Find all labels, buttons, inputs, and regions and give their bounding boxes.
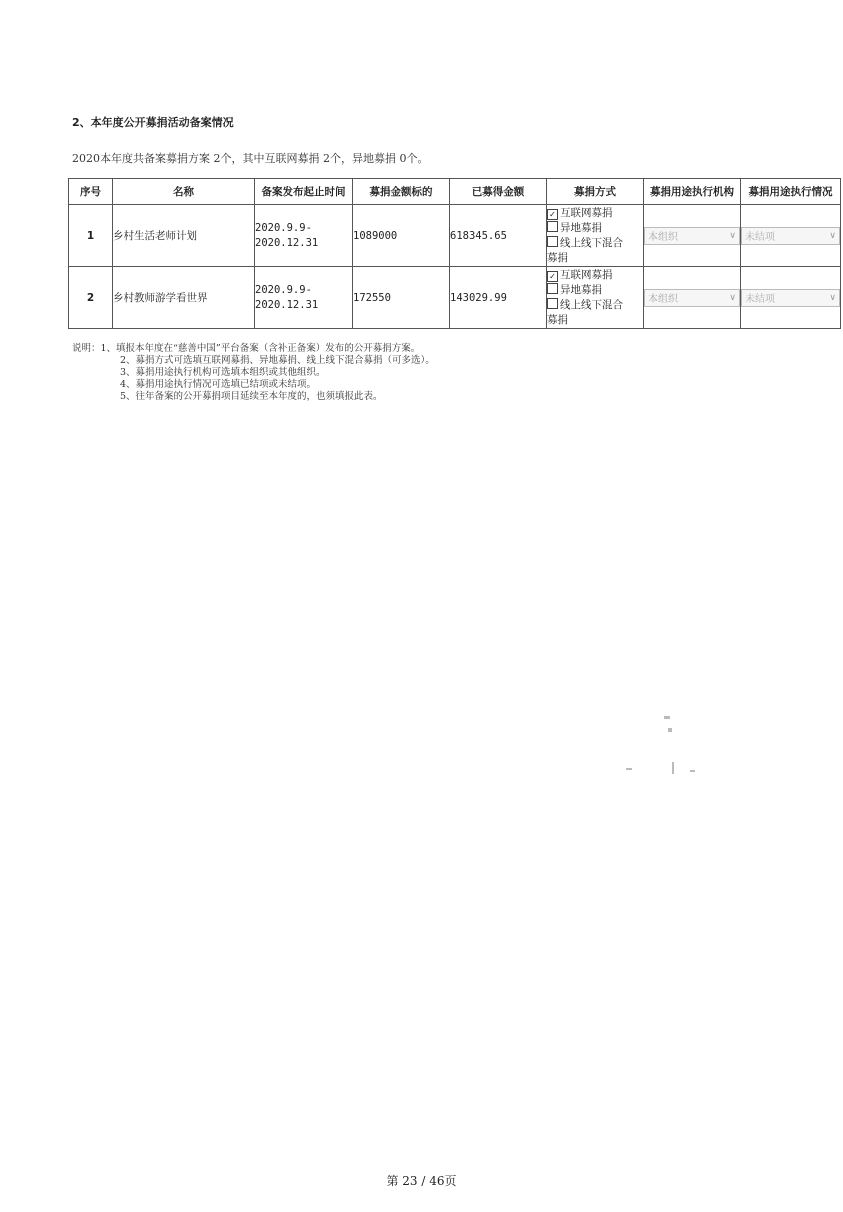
row-raised: 143029.99: [450, 267, 547, 329]
scan-speck: [690, 770, 695, 772]
chevron-down-icon: ∨: [829, 230, 836, 241]
checkbox-checked-icon[interactable]: ✓: [547, 209, 558, 220]
chevron-down-icon: ∨: [729, 230, 736, 241]
row-no: 2: [69, 267, 113, 329]
row-name: 乡村教师游学看世界: [113, 267, 255, 329]
row-target: 172550: [353, 267, 450, 329]
header-target: 募捐金额标的: [353, 179, 450, 205]
status-value: 未结项: [745, 232, 775, 243]
checkbox-icon[interactable]: [547, 298, 558, 309]
header-status: 募捐用途执行情况: [741, 179, 841, 205]
method-internet[interactable]: [547, 268, 643, 283]
header-method: 募捐方式: [547, 179, 644, 205]
scan-speck: [672, 762, 674, 774]
checkbox-icon[interactable]: [547, 236, 558, 247]
header-period: 备案发布起止时间: [255, 179, 353, 205]
header-no: 序号: [69, 179, 113, 205]
scan-speck: [626, 768, 632, 770]
executor-select[interactable]: [644, 227, 740, 245]
status-select[interactable]: [741, 227, 840, 245]
row-target: 1089000: [353, 205, 450, 267]
period-end: 2020.12.31: [255, 236, 319, 249]
scan-speck: [664, 716, 670, 719]
notes: [72, 343, 435, 403]
row-method: [547, 205, 644, 267]
chevron-down-icon: ∨: [829, 292, 836, 303]
note-line: 2、募捐方式可选填互联网募捐、异地募捐、线上线下混合募捐（可多选）。: [120, 355, 435, 366]
method-internet[interactable]: [547, 206, 643, 221]
header-raised: 已募得金额: [450, 179, 547, 205]
row-raised: 618345.65: [450, 205, 547, 267]
row-executor: [644, 205, 741, 267]
note-line: 3、募捐用途执行机构可选填本组织或其他组织。: [120, 367, 326, 378]
status-value: 未结项: [745, 294, 775, 305]
row-status: [741, 205, 841, 267]
method-mixed-label: 线上线下混合: [560, 298, 623, 311]
checkbox-checked-icon[interactable]: ✓: [547, 271, 558, 282]
method-remote-label: 异地募捐: [560, 221, 602, 234]
method-mixed[interactable]: [547, 298, 643, 313]
note-line: 5、往年备案的公开募捐项目延续至本年度的，也须填报此表。: [120, 391, 383, 402]
page-number: 第 23 / 46页: [386, 1174, 457, 1188]
period-start: 2020.9.9-: [255, 221, 312, 234]
method-mixed[interactable]: [547, 236, 643, 251]
table-header-row: [69, 179, 841, 205]
scan-speck: [668, 728, 672, 732]
row-executor: [644, 267, 741, 329]
table-row: [69, 267, 841, 329]
period-start: 2020.9.9-: [255, 283, 312, 296]
row-period: [255, 205, 353, 267]
checkbox-icon[interactable]: [547, 283, 558, 294]
section-title: 2、本年度公开募捐活动备案情况: [72, 116, 234, 129]
checkbox-icon[interactable]: [547, 221, 558, 232]
summary-text: 2020本年度共备案募捐方案 2个，其中互联网募捐 2个，异地募捐 0个。: [72, 152, 429, 165]
row-method: [547, 267, 644, 329]
row-period: [255, 267, 353, 329]
fundraising-table: [68, 178, 841, 329]
executor-value: 本组织: [648, 294, 678, 305]
method-remote[interactable]: [547, 283, 643, 298]
header-name: 名称: [113, 179, 255, 205]
table-row: [69, 205, 841, 267]
status-select[interactable]: [741, 289, 840, 307]
executor-select[interactable]: [644, 289, 740, 307]
executor-value: 本组织: [648, 232, 678, 243]
row-no: 1: [69, 205, 113, 267]
method-mixed-label: 线上线下混合: [560, 236, 623, 249]
method-mixed-cont: 募捐: [547, 313, 568, 326]
method-internet-label: 互联网募捐: [560, 268, 613, 281]
method-internet-label: 互联网募捐: [560, 206, 613, 219]
method-remote[interactable]: [547, 221, 643, 236]
method-remote-label: 异地募捐: [560, 283, 602, 296]
row-status: [741, 267, 841, 329]
period-end: 2020.12.31: [255, 298, 319, 311]
chevron-down-icon: ∨: [729, 292, 736, 303]
method-mixed-cont: 募捐: [547, 251, 568, 264]
note-line: 说明：1、填报本年度在“慈善中国”平台备案（含补正备案）发布的公开募捐方案。: [72, 343, 421, 354]
note-line: 4、募捐用途执行情况可选填已结项或未结项。: [120, 379, 317, 390]
row-name: 乡村生活老师计划: [113, 205, 255, 267]
header-executor: 募捐用途执行机构: [644, 179, 741, 205]
